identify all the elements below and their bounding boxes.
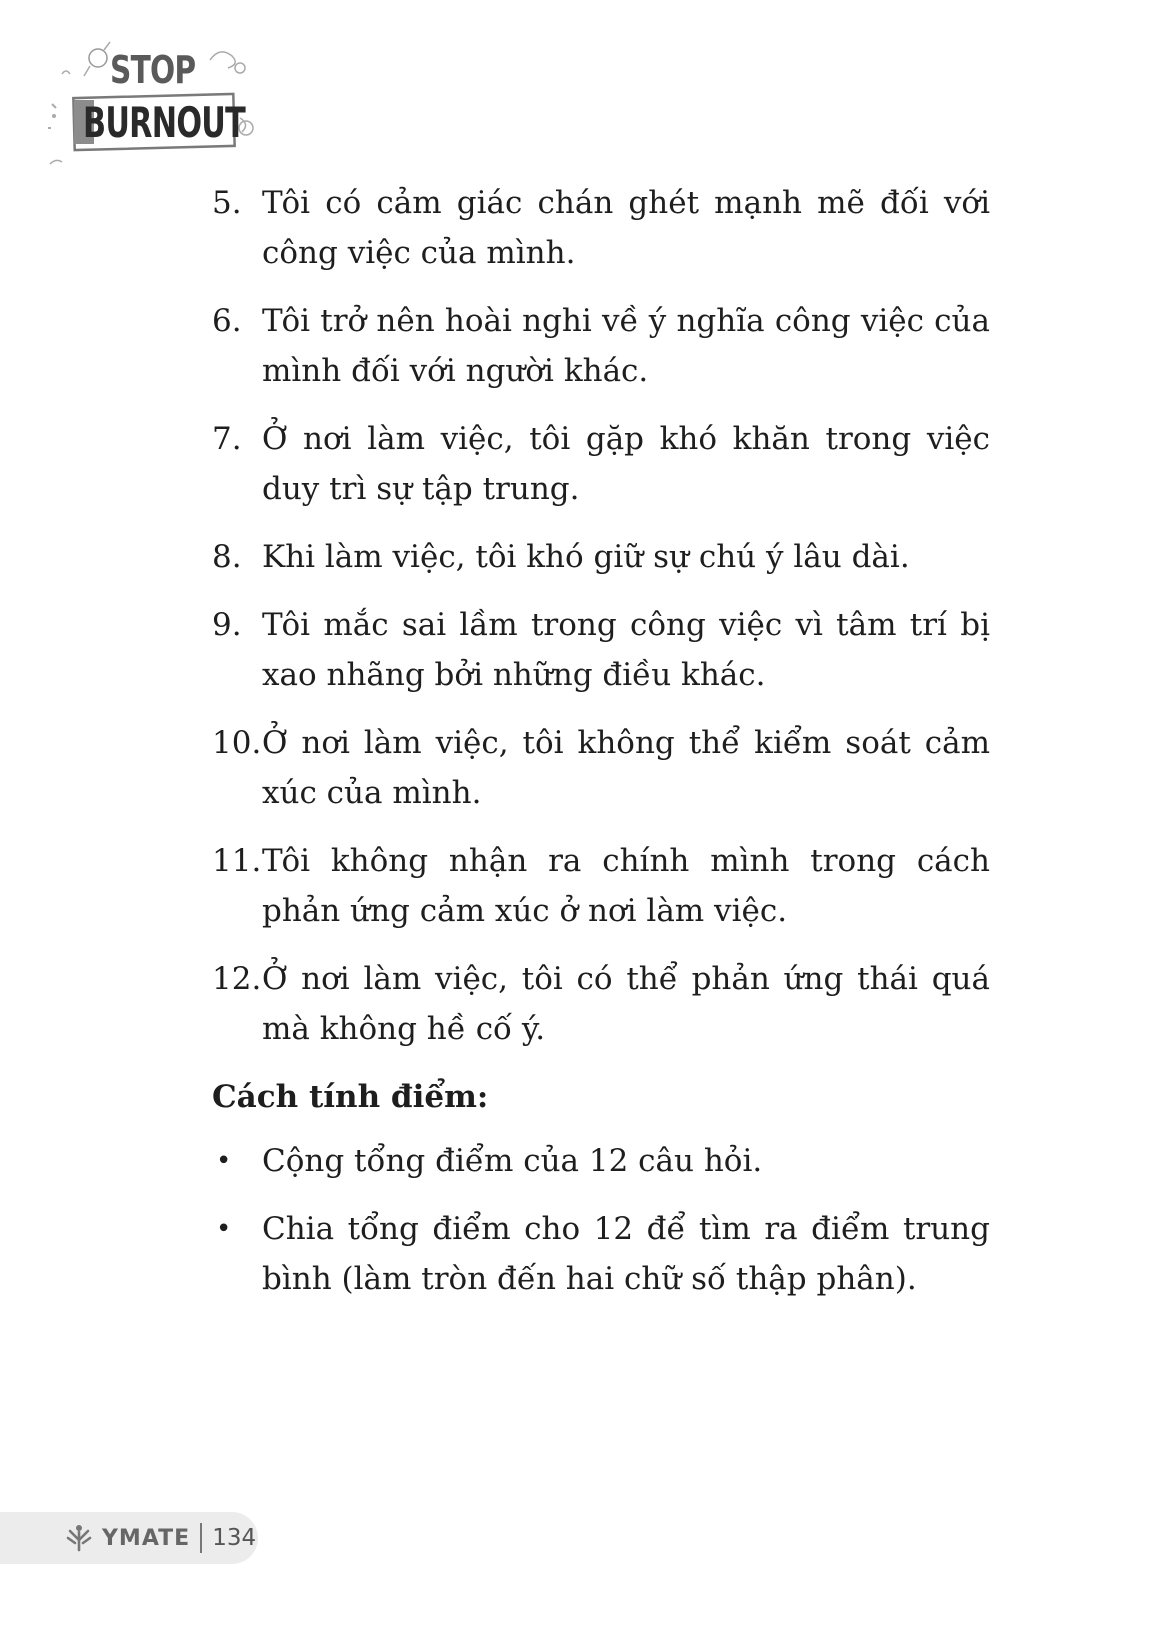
list-item [212, 296, 990, 396]
item-text: Ở nơi làm việc, tôi có thể phản ứng thái quá mà không hề cố ý. [262, 961, 990, 1047]
item-number: 8. [212, 539, 242, 575]
item-text: Ở nơi làm việc, tôi không thể kiểm soát cảm xúc của mình. [262, 725, 990, 811]
list-item [212, 600, 990, 700]
page-content [212, 178, 990, 1322]
list-item [212, 718, 990, 818]
item-number: 7. [212, 421, 242, 457]
ymate-logo-icon [64, 1523, 94, 1553]
logo-word-burnout: BURNOUT [83, 98, 246, 147]
item-text: Tôi trở nên hoài nghi về ý nghĩa công việc của mình đối với người khác. [262, 303, 990, 389]
list-item [212, 532, 990, 582]
list-item [212, 178, 990, 278]
page-footer [0, 1512, 258, 1564]
scoring-heading: Cách tính điểm: [212, 1079, 489, 1115]
bullet-icon: • [216, 1214, 232, 1244]
bullet-text: Cộng tổng điểm của 12 câu hỏi. [262, 1143, 763, 1179]
item-text: Khi làm việc, tôi khó giữ sự chú ý lâu dài. [262, 539, 910, 575]
list-item [212, 414, 990, 514]
list-item [212, 954, 990, 1054]
list-item [212, 836, 990, 936]
item-number: 6. [212, 303, 242, 339]
footer-brand: YMATE [102, 1525, 191, 1551]
stop-burnout-logo [40, 38, 280, 178]
bullet-text: Chia tổng điểm cho 12 để tìm ra điểm trung bình (làm tròn đến hai chữ số thập phân). [262, 1211, 990, 1297]
page-number: 134 [212, 1525, 257, 1551]
item-number: 10. [212, 725, 262, 761]
item-text: Ở nơi làm việc, tôi gặp khó khăn trong việc duy trì sự tập trung. [262, 421, 990, 507]
item-number: 9. [212, 607, 242, 643]
item-text: Tôi mắc sai lầm trong công việc vì tâm trí bị xao nhãng bởi những điều khác. [262, 607, 990, 693]
item-text: Tôi có cảm giác chán ghét mạnh mẽ đối với công việc của mình. [262, 185, 990, 271]
bullet-item [212, 1204, 990, 1304]
logo-word-stop: STOP [110, 48, 196, 92]
item-number: 12. [212, 961, 262, 997]
item-text: Tôi không nhận ra chính mình trong cách phản ứng cảm xúc ở nơi làm việc. [262, 843, 990, 929]
item-number: 5. [212, 185, 242, 221]
item-number: 11. [212, 843, 262, 879]
bullet-icon: • [216, 1146, 232, 1176]
bullet-item [212, 1136, 990, 1186]
footer-divider [200, 1523, 202, 1553]
